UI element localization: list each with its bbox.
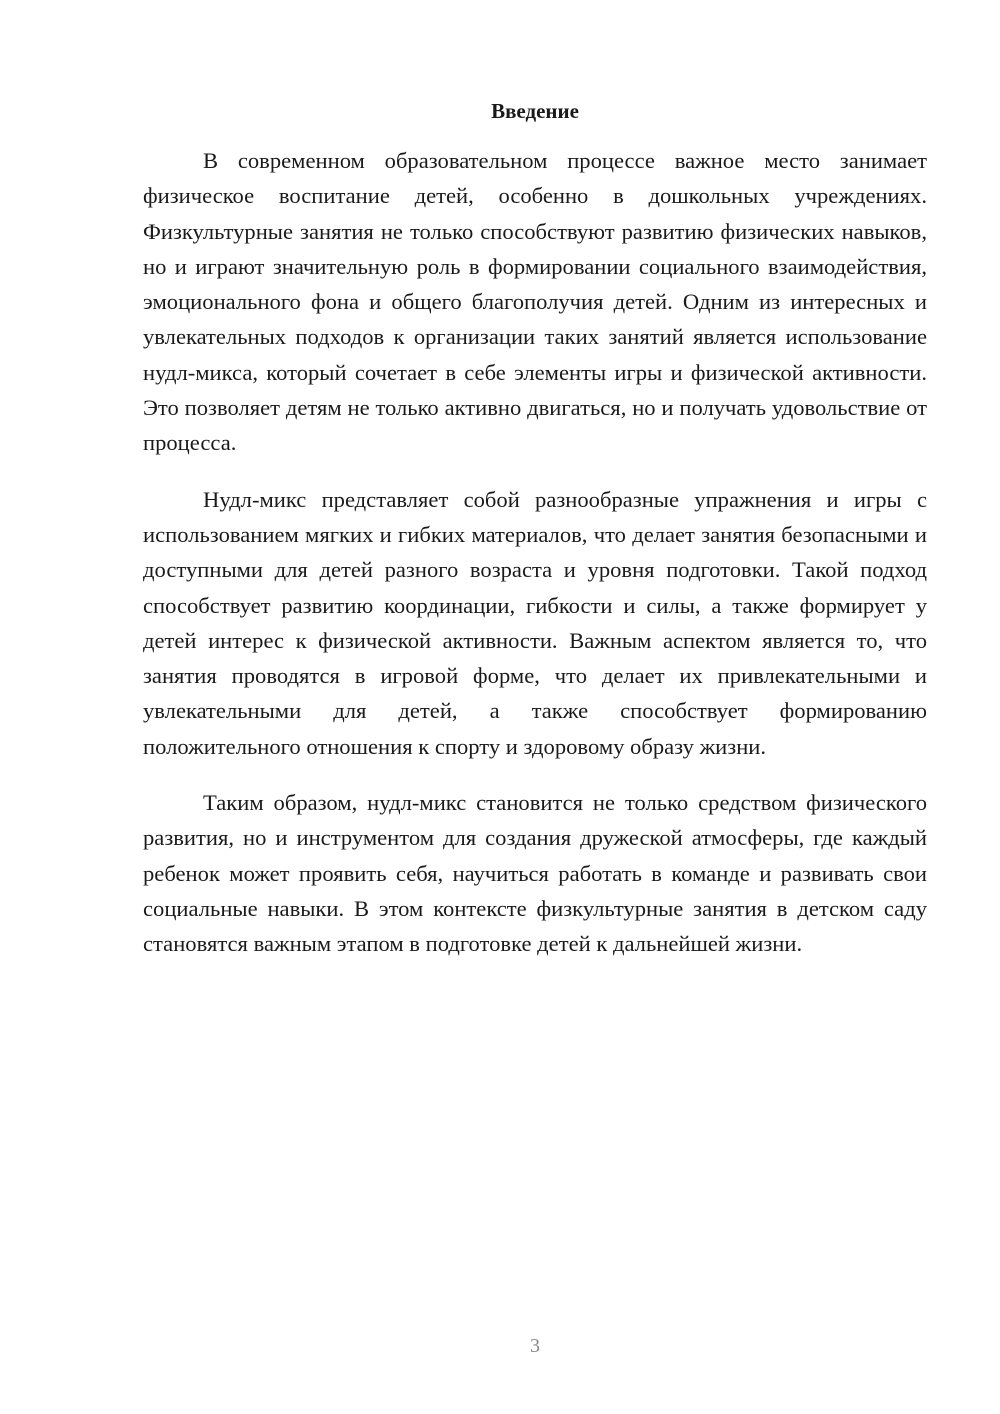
section-heading-text: Введение [491, 99, 579, 123]
paragraph-1: В современном образовательном процессе важное место занимает физическое воспитание детей, особенно в дошкольных учреждениях. Физкультурные занятия не только способствуют развитию физических навыков, но и играют значительную роль в формировании социального взаимодействия, эмоционального фона и общего благополучия детей. Одним из интересных и увлекательных подходов к организации таких занятий является использование нудл-микса, который сочетает в себе элементы игры и физической активности. Это позволяет детям не только активно двигаться, но и получать удовольствие от процесса. [143, 148, 927, 456]
page-number: 3 [530, 1335, 540, 1357]
body-text [143, 143, 927, 983]
paragraph-3: Таким образом, нудл-микс становится не только средством физического развития, но и инструментом для создания дружеской атмосферы, где каждый ребенок может проявить себя, научиться работать в команде и развивать свои социальные навыки. В этом контексте физкультурные занятия в детском саду становятся важным этапом в подготовке детей к дальнейшей жизни. [143, 790, 927, 957]
section-heading [0, 97, 1000, 125]
paragraph-2: Нудл-микс представляет собой разнообразные упражнения и игры с использованием мягких и гибких материалов, что делает занятия безопасными и доступными для детей разного возраста и уровня подготовки. Такой подход способствует развитию координации, гибкости и силы, а также формирует у детей интерес к физической активности. Важным аспектом является то, что занятия проводятся в игровой форме, что делает их привлекательными и увлекательными для детей, а также способствует формированию положительного отношения к спорту и здоровому образу жизни. [143, 486, 927, 759]
